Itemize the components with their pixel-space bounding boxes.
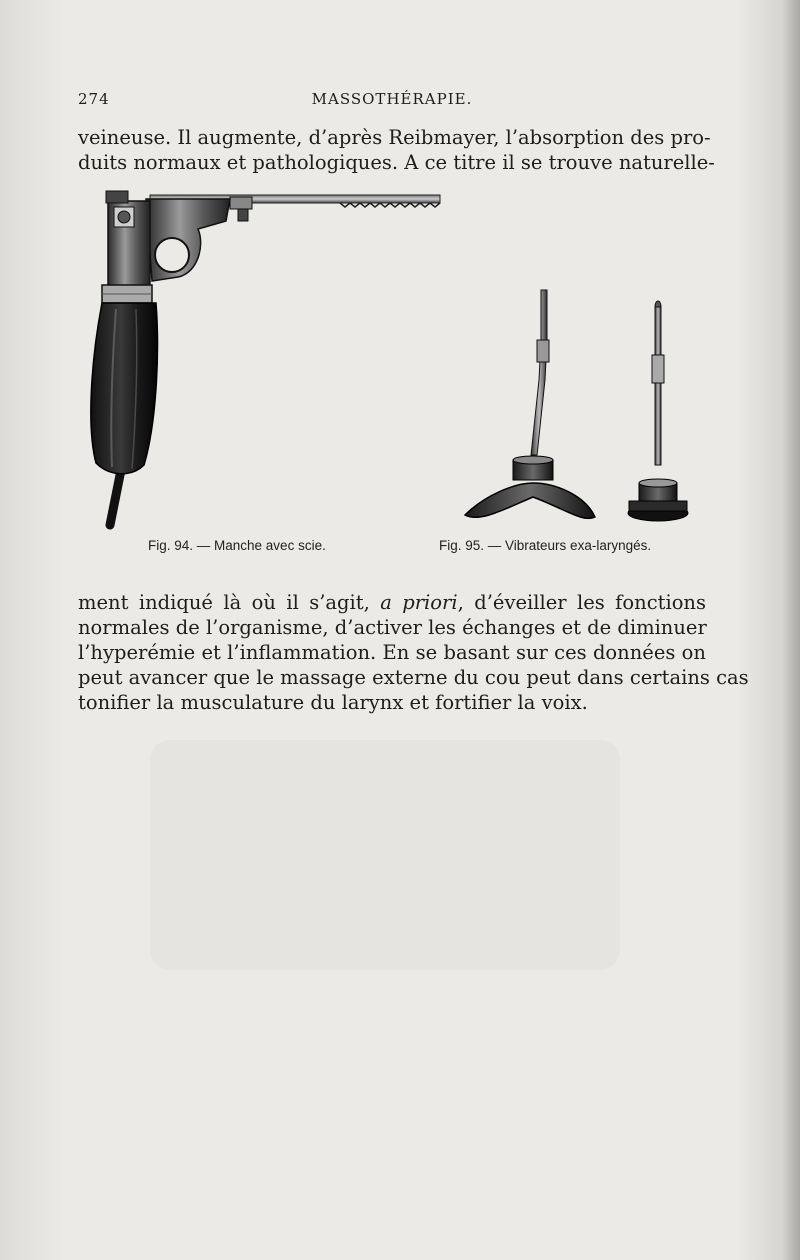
show-through-shadow <box>150 740 620 970</box>
page-number: 274 <box>78 90 110 108</box>
text-line: veineuse. Il augmente, d’après Reibmayer, l’absorption des pro- <box>78 126 711 149</box>
text-line: peut avancer que le massage externe du cou peut dans certains cas <box>78 666 749 689</box>
laryngeal-vibrator-illustration <box>465 290 688 521</box>
figure-95-vibrators <box>455 285 705 530</box>
text-line: tonifier la musculature du larynx et fortifier la voix. <box>78 691 588 714</box>
text-line: duits normaux et pathologiques. A ce titre il se trouve naturelle- <box>78 151 715 174</box>
paragraph-2 <box>78 590 749 715</box>
italic-term: a priori <box>380 591 458 614</box>
page-spine-shadow <box>782 0 800 1260</box>
figure-94-saw-handle <box>80 185 450 530</box>
text-segment: , d’éveiller les fonctions <box>457 591 706 614</box>
text-line <box>78 590 706 615</box>
figure-94-caption: Fig. 94. — Manche avec scie. <box>148 538 326 553</box>
text-segment: ment indiqué là où il s’agit, <box>78 591 381 614</box>
saw-handle-illustration <box>91 191 440 525</box>
running-head: MASSOTHÉRAPIE. <box>311 90 473 108</box>
page-header <box>78 90 706 112</box>
text-line: normales de l’organisme, d’activer les échanges et de diminuer <box>78 616 707 639</box>
figure-95-caption: Fig. 95. — Vibrateurs exa-laryngés. <box>439 538 652 553</box>
paragraph-1 <box>78 125 715 175</box>
text-line: l’hyperémie et l’inflammation. En se basant sur ces données on <box>78 641 706 664</box>
